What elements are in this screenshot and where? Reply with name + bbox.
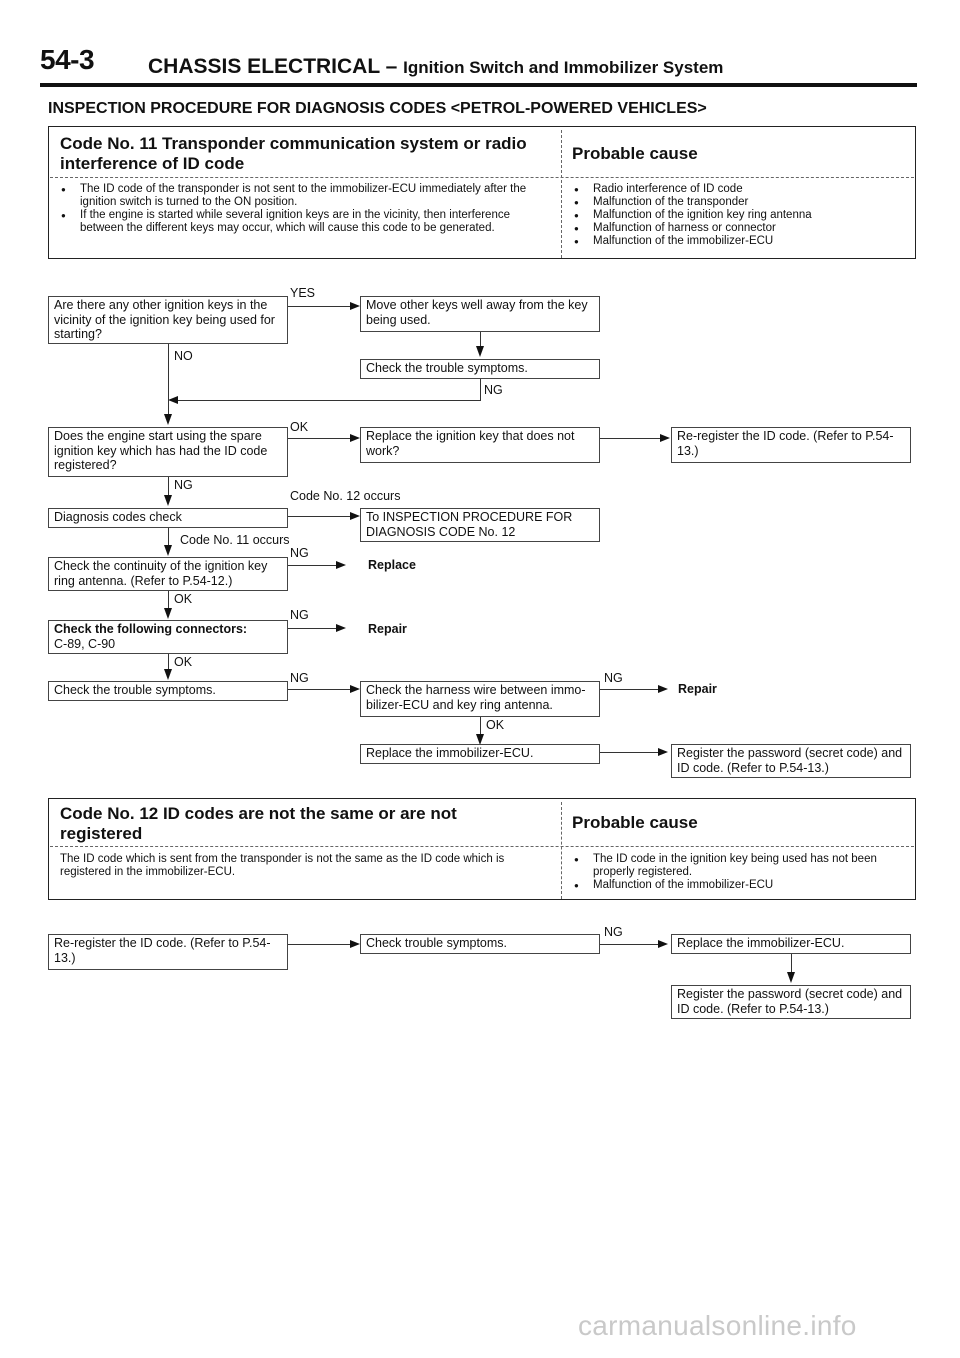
connector-line (176, 400, 480, 401)
check-symptoms-1-box: Check the trouble symptoms. (360, 359, 600, 379)
code12-cause-item: ● The ID code in the ignition key being used has not been properly registered. (573, 853, 913, 879)
check-connectors-box (48, 620, 288, 654)
connector-line (168, 591, 169, 608)
code11-title-line2: interference of ID code (60, 154, 245, 173)
code11-description-item: ● The ID code of the transponder is not sent to the immobilizer-ECU immediately after the ignition switch is turned to the ON position. (60, 183, 554, 209)
yes-label: YES (290, 286, 316, 300)
replace-label: Replace (368, 558, 416, 572)
repair-label: Repair (678, 682, 717, 696)
code12-title-line1: Code No. 12 ID codes are not the same or are not (60, 804, 457, 823)
connector-line (168, 344, 169, 414)
code12-description (60, 853, 554, 879)
arrow-down-icon (164, 608, 172, 619)
reregister-box: Re-register the ID code. (Refer to P.54-13.) (671, 427, 911, 463)
connector-line (288, 306, 350, 307)
repair-label: Repair (368, 622, 407, 636)
code11-probable-cause-label: Probable cause (572, 144, 698, 163)
check-continuity-box: Check the continuity of the ignition key ring antenna. (Refer to P.54-12.) (48, 557, 288, 591)
no-label: NO (174, 349, 193, 363)
arrow-right-icon (350, 434, 360, 442)
section-title (148, 55, 723, 79)
connector-line (288, 516, 350, 517)
ng-label: NG (290, 671, 309, 685)
connector-line (480, 379, 481, 401)
arrow-right-icon (658, 940, 668, 948)
arrow-down-icon (164, 414, 172, 425)
ng-label: NG (290, 608, 309, 622)
code11-cause-item: ● Malfunction of the transponder (573, 196, 913, 209)
code11-title (60, 134, 560, 174)
code11-cause-item: ● Malfunction of the immobilizer-ECU (573, 235, 913, 248)
check-harness-box: Check the harness wire between immo-bilizer-ECU and key ring antenna. (360, 681, 600, 717)
code12-check-symptoms-box: Check trouble symptoms. (360, 934, 600, 954)
connector-line (288, 944, 350, 945)
procedure-heading: INSPECTION PROCEDURE FOR DIAGNOSIS CODES <PETROL-POWERED VEHICLES> (48, 100, 707, 117)
code11-cause-item: ● Malfunction of harness or connector (573, 222, 913, 235)
code11-description-item: ● If the engine is started while several ignition keys are in the vicinity, then interference between the different keys may occur, which will cause this code to be generated. (60, 209, 554, 235)
connector-line (600, 689, 658, 690)
code11-cause-item: ● Radio interference of ID code (573, 183, 913, 196)
q-spare-key-box: Does the engine start using the spare ignition key which has had the ID code registered? (48, 427, 288, 477)
arrow-right-icon (350, 302, 360, 310)
q-other-keys-box: Are there any other ignition keys in the vicinity of the ignition key being used for starting? (48, 296, 288, 344)
connector-line (791, 954, 792, 972)
ng-label: NG (604, 925, 623, 939)
code12-replace-ecu-box: Replace the immobilizer-ECU. (671, 934, 911, 954)
code12-rule (50, 846, 914, 847)
arrow-right-icon (336, 561, 346, 569)
code12-occurs-label: Code No. 12 occurs (290, 489, 401, 503)
move-keys-box: Move other keys well away from the key being used. (360, 296, 600, 332)
arrow-down-icon (164, 495, 172, 506)
replace-key-box: Replace the ignition key that does not work? (360, 427, 600, 463)
code11-cause-item: ● Malfunction of the ignition key ring antenna (573, 209, 913, 222)
code12-register-password-box: Register the password (secret code) and ID code. (Refer to P.54-13.) (671, 985, 911, 1019)
watermark: carmanualsonline.info (578, 1310, 857, 1341)
ng-label: NG (174, 478, 193, 492)
replace-ecu-box: Replace the immobilizer-ECU. (360, 744, 600, 764)
ok-label: OK (290, 420, 309, 434)
check-connectors-title: Check the following connectors: (54, 622, 248, 636)
connector-line (168, 528, 169, 545)
section-title-main: CHASSIS ELECTRICAL – (148, 55, 398, 78)
ok-label: OK (174, 592, 193, 606)
diag-check-box: Diagnosis codes check (48, 508, 288, 528)
code12-causes (573, 853, 913, 892)
connector-line (168, 477, 169, 495)
arrow-right-icon (660, 434, 670, 442)
ng-label: NG (290, 546, 309, 560)
page-number: 54-3 (40, 44, 95, 75)
arrow-down-icon (164, 669, 172, 680)
connector-line (288, 689, 350, 690)
ok-label: OK (486, 718, 505, 732)
connector-line (600, 752, 658, 753)
arrow-down-icon (476, 346, 484, 357)
code11-description (60, 183, 554, 235)
register-password-box: Register the password (secret code) and ID code. (Refer to P.54-13.) (671, 744, 911, 778)
arrow-down-icon (164, 545, 172, 556)
code12-reregister-box: Re-register the ID code. (Refer to P.54-13.) (48, 934, 288, 970)
arrow-down-icon (787, 972, 795, 983)
arrow-right-icon (336, 624, 346, 632)
connectors-list: C-89, C-90 (54, 636, 116, 651)
arrow-right-icon (658, 748, 668, 756)
section-subtitle: Ignition Switch and Immobilizer System (403, 58, 724, 77)
header-rule (40, 83, 917, 87)
code11-rule (50, 177, 914, 178)
code12-cause-item: ● Malfunction of the immobilizer-ECU (573, 879, 913, 892)
connector-line (600, 944, 658, 945)
ng-label: NG (604, 671, 623, 685)
check-symptoms-2-box: Check the trouble symptoms. (48, 681, 288, 701)
code12-divider (561, 802, 562, 899)
code12-description-text: The ID code which is sent from the transponder is not the same as the ID code which is registered in the immobilizer-ECU. (60, 853, 505, 878)
connector-line (288, 438, 350, 439)
arrow-right-icon (350, 512, 360, 520)
code12-title-line2: registered (60, 824, 143, 843)
connector-line (168, 654, 169, 669)
connector-line (288, 628, 336, 629)
code11-divider (561, 130, 562, 258)
goto-code12-box: To INSPECTION PROCEDURE FOR DIAGNOSIS CODE No. 12 (360, 508, 600, 542)
ng-label: NG (484, 383, 503, 397)
code11-occurs-label: Code No. 11 occurs (180, 533, 290, 547)
arrow-right-icon (350, 685, 360, 693)
arrow-left-icon (168, 396, 178, 404)
connector-line (288, 565, 336, 566)
code11-causes (573, 183, 913, 248)
code11-title-line1: Code No. 11 Transponder communication system or radio (60, 134, 527, 153)
arrow-right-icon (350, 940, 360, 948)
ok-label: OK (174, 655, 193, 669)
connector-line (600, 438, 660, 439)
connector-line (480, 717, 481, 734)
code12-probable-cause-label: Probable cause (572, 813, 698, 832)
arrow-right-icon (658, 685, 668, 693)
code12-title (60, 804, 560, 844)
connector-line (480, 332, 481, 346)
